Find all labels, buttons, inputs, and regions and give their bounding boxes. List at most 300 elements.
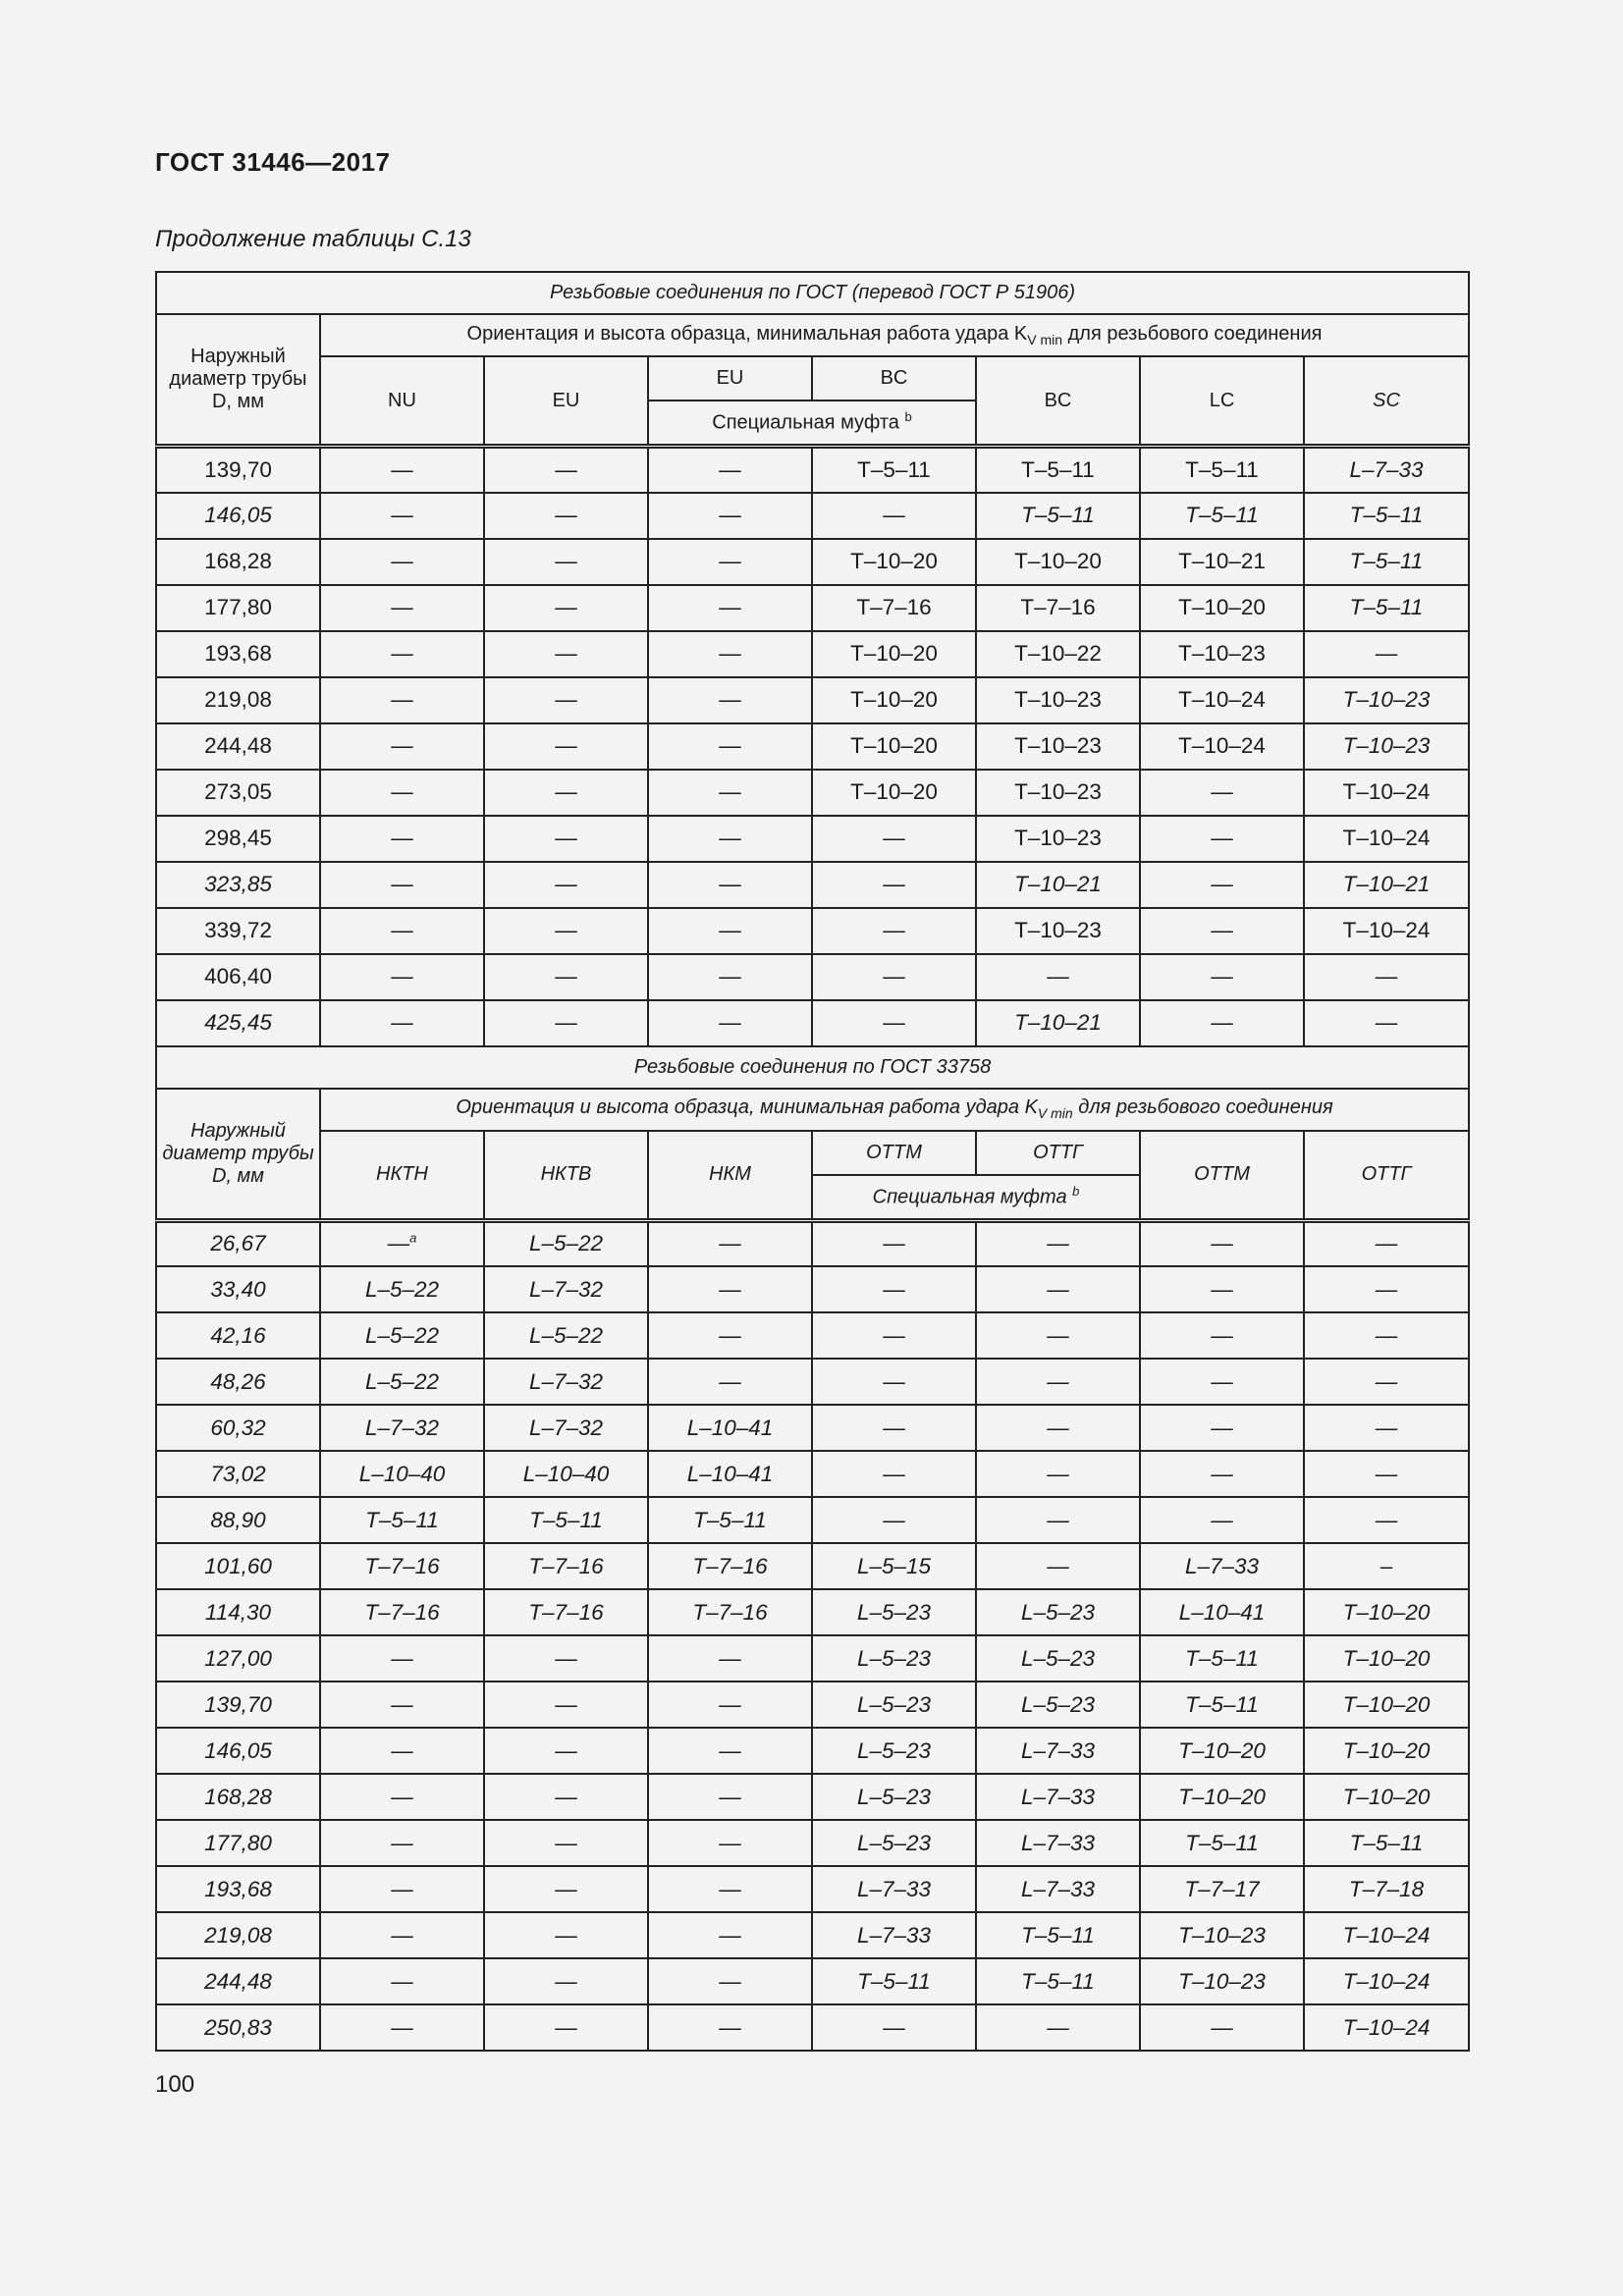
cell-text: 250,83 bbox=[204, 2014, 272, 2040]
value-cell bbox=[1140, 770, 1304, 816]
orientation-header-text: Ориентация и высота образца, минимальная работа удара K bbox=[456, 1096, 1038, 1119]
kv-subscript: V min bbox=[1027, 331, 1063, 347]
footnote-mark: b bbox=[1072, 1183, 1080, 1199]
table-row bbox=[156, 770, 1469, 816]
cell-text: T–10–20 bbox=[850, 779, 938, 805]
value-cell bbox=[976, 862, 1140, 908]
diameter-cell bbox=[156, 539, 320, 585]
cell-text: — bbox=[719, 779, 741, 805]
value-cell bbox=[1304, 1728, 1469, 1774]
value-cell bbox=[320, 1774, 484, 1820]
cell-text: — bbox=[719, 1876, 741, 1901]
value-cell bbox=[484, 1000, 648, 1046]
value-cell bbox=[1304, 1359, 1469, 1405]
cell-text: T–5–11 bbox=[1349, 1830, 1424, 1855]
value-cell bbox=[484, 493, 648, 539]
cell-text: — bbox=[883, 964, 905, 989]
cell-text: — bbox=[387, 1231, 410, 1256]
orientation-header-suffix: для резьбового соединения bbox=[1062, 322, 1323, 345]
cell-text: — bbox=[555, 918, 577, 943]
value-cell bbox=[812, 1635, 976, 1682]
cell-text: — bbox=[1211, 1322, 1233, 1348]
value-cell bbox=[320, 493, 484, 539]
cell-text: — bbox=[719, 1737, 741, 1763]
value-cell bbox=[648, 1220, 812, 1266]
cell-text: — bbox=[391, 2014, 413, 2040]
cell-text: — bbox=[1047, 1368, 1069, 1394]
cell-text: — bbox=[555, 687, 577, 713]
orientation-header-text: Ориентация и высота образца, минимальная работа удара K bbox=[466, 322, 1028, 345]
cell-text: — bbox=[1375, 1322, 1398, 1348]
cell-text: T–5–11 bbox=[1185, 503, 1259, 528]
value-cell bbox=[1304, 1405, 1469, 1451]
diameter-cell bbox=[156, 862, 320, 908]
cell-text: 339,72 bbox=[204, 918, 272, 943]
cell-text: 26,67 bbox=[210, 1231, 266, 1256]
cell-text: 406,40 bbox=[204, 964, 272, 989]
value-cell bbox=[648, 1728, 812, 1774]
table-row bbox=[156, 954, 1469, 1000]
cell-text: — bbox=[719, 872, 741, 897]
cell-text: 219,08 bbox=[204, 687, 272, 713]
value-cell bbox=[320, 1312, 484, 1359]
cell-text: 146,05 bbox=[204, 503, 272, 528]
value-cell bbox=[1304, 1958, 1469, 2004]
value-cell bbox=[812, 1912, 976, 1958]
cell-text: — bbox=[883, 1507, 905, 1532]
cell-text: — bbox=[883, 1415, 905, 1440]
value-cell bbox=[812, 1220, 976, 1266]
diameter-cell bbox=[156, 770, 320, 816]
value-cell bbox=[1140, 1682, 1304, 1728]
value-cell bbox=[484, 1266, 648, 1312]
cell-text: L–7–33 bbox=[856, 1922, 932, 1948]
cell-text: T–10–20 bbox=[1014, 549, 1102, 574]
value-cell bbox=[812, 1543, 976, 1589]
value-cell bbox=[1140, 908, 1304, 954]
cell-text: — bbox=[391, 964, 413, 989]
value-cell bbox=[1140, 1820, 1304, 1866]
diameter-cell bbox=[156, 1958, 320, 2004]
column-header: NU bbox=[320, 356, 484, 447]
cell-text: — bbox=[883, 918, 905, 943]
cell-text: T–10–24 bbox=[1342, 1968, 1431, 1994]
cell-text: — bbox=[555, 1010, 577, 1036]
value-cell bbox=[648, 1000, 812, 1046]
value-cell bbox=[1304, 493, 1469, 539]
value-cell bbox=[1304, 723, 1469, 770]
cell-text: — bbox=[1047, 1553, 1069, 1578]
value-cell bbox=[976, 1866, 1140, 1912]
value-cell bbox=[320, 723, 484, 770]
diameter-cell bbox=[156, 1635, 320, 1682]
table-row bbox=[156, 1774, 1469, 1820]
value-cell bbox=[1140, 1635, 1304, 1682]
table-row bbox=[156, 493, 1469, 539]
cell-text: — bbox=[1375, 1010, 1398, 1036]
cell-text: L–5–22 bbox=[364, 1322, 440, 1348]
cell-text: T–10–24 bbox=[1342, 2014, 1431, 2040]
cell-text: — bbox=[1211, 1231, 1233, 1256]
column-header: BC bbox=[976, 356, 1140, 447]
value-cell bbox=[484, 954, 648, 1000]
cell-text: — bbox=[1375, 1276, 1398, 1302]
diameter-cell bbox=[156, 677, 320, 723]
cell-text: L–5–23 bbox=[856, 1830, 932, 1855]
diameter-cell bbox=[156, 723, 320, 770]
value-cell bbox=[812, 1359, 976, 1405]
value-cell bbox=[320, 1220, 484, 1266]
cell-text: — bbox=[1211, 1461, 1233, 1486]
cell-text: — bbox=[555, 456, 577, 482]
cell-text: T–5–11 bbox=[1349, 503, 1424, 528]
value-cell bbox=[976, 1497, 1140, 1543]
value-cell bbox=[1304, 677, 1469, 723]
value-cell bbox=[976, 1589, 1140, 1635]
cell-text: T–10–22 bbox=[1014, 641, 1102, 667]
cell-text: — bbox=[883, 826, 905, 851]
value-cell bbox=[320, 1497, 484, 1543]
diameter-header-text: Наружный диаметр трубы D, мм bbox=[162, 1119, 314, 1187]
cell-text: — bbox=[391, 1737, 413, 1763]
cell-text: T–5–11 bbox=[1185, 1645, 1259, 1671]
cell-text: T–7–16 bbox=[364, 1599, 440, 1625]
value-cell bbox=[320, 2004, 484, 2051]
table-row bbox=[156, 862, 1469, 908]
value-cell bbox=[1304, 1451, 1469, 1497]
cell-text: T–10–21 bbox=[1178, 549, 1266, 574]
value-cell bbox=[812, 1820, 976, 1866]
cell-text: T–10–20 bbox=[850, 687, 938, 713]
value-cell bbox=[812, 585, 976, 631]
table-row bbox=[156, 1635, 1469, 1682]
value-cell bbox=[1140, 1497, 1304, 1543]
diameter-cell bbox=[156, 1820, 320, 1866]
table-row bbox=[156, 816, 1469, 862]
cell-text: — bbox=[719, 1231, 741, 1256]
value-cell bbox=[976, 1266, 1140, 1312]
value-cell bbox=[484, 723, 648, 770]
value-cell bbox=[812, 1497, 976, 1543]
value-cell bbox=[648, 677, 812, 723]
value-cell bbox=[1304, 2004, 1469, 2051]
cell-text: — bbox=[1211, 826, 1233, 851]
value-cell bbox=[1140, 585, 1304, 631]
diameter-cell bbox=[156, 585, 320, 631]
cell-text: — bbox=[391, 641, 413, 667]
table-row bbox=[156, 1589, 1469, 1635]
value-cell bbox=[976, 723, 1140, 770]
value-cell bbox=[976, 1543, 1140, 1589]
value-cell bbox=[320, 1682, 484, 1728]
cell-text: — bbox=[1211, 1415, 1233, 1440]
table-row bbox=[156, 539, 1469, 585]
cell-text: — bbox=[555, 595, 577, 620]
value-cell bbox=[320, 816, 484, 862]
cell-text: — bbox=[391, 549, 413, 574]
value-cell bbox=[976, 816, 1140, 862]
value-cell bbox=[812, 1312, 976, 1359]
cell-text: 244,48 bbox=[204, 1968, 272, 1994]
diameter-cell bbox=[156, 1728, 320, 1774]
value-cell bbox=[648, 493, 812, 539]
cell-text: T–10–21 bbox=[1014, 1010, 1102, 1036]
value-cell bbox=[1304, 770, 1469, 816]
cell-text: T–5–11 bbox=[365, 1507, 439, 1532]
value-cell bbox=[648, 2004, 812, 2051]
cell-text: — bbox=[719, 1968, 741, 1994]
diameter-cell bbox=[156, 1451, 320, 1497]
cell-text: T–10–20 bbox=[1342, 1645, 1431, 1671]
cell-text: — bbox=[719, 2014, 741, 2040]
cell-text: — bbox=[391, 1784, 413, 1809]
cell-text: L–5–22 bbox=[528, 1322, 604, 1348]
cell-text: 168,28 bbox=[204, 549, 272, 574]
value-cell bbox=[812, 723, 976, 770]
cell-text: T–10–23 bbox=[1014, 687, 1102, 713]
cell-text: T–10–20 bbox=[850, 549, 938, 574]
cell-text: L–7–33 bbox=[1020, 1876, 1096, 1901]
cell-text: — bbox=[555, 549, 577, 574]
value-cell bbox=[976, 1635, 1140, 1682]
cell-text: T–7–16 bbox=[528, 1599, 604, 1625]
cell-text: — bbox=[719, 1830, 741, 1855]
impact-energy-table bbox=[155, 271, 1470, 2052]
cell-text: L–7–33 bbox=[1184, 1553, 1260, 1578]
value-cell bbox=[484, 1682, 648, 1728]
value-cell bbox=[812, 1728, 976, 1774]
value-cell bbox=[1140, 1359, 1304, 1405]
value-cell bbox=[1304, 1774, 1469, 1820]
cell-text: — bbox=[391, 779, 413, 805]
cell-text: L–10–40 bbox=[522, 1461, 610, 1486]
value-cell bbox=[320, 1820, 484, 1866]
cell-text: — bbox=[1211, 918, 1233, 943]
cell-text: L–7–32 bbox=[528, 1276, 604, 1302]
cell-text: — bbox=[1047, 1322, 1069, 1348]
cell-text: — bbox=[1047, 1461, 1069, 1486]
cell-text: — bbox=[1211, 2014, 1233, 2040]
cell-text: — bbox=[555, 779, 577, 805]
cell-text: T–5–11 bbox=[857, 456, 931, 482]
cell-text: — bbox=[1211, 1507, 1233, 1532]
cell-text: — bbox=[1047, 964, 1069, 989]
cell-text: — bbox=[555, 872, 577, 897]
cell-text: – bbox=[1380, 1553, 1393, 1578]
diameter-cell bbox=[156, 447, 320, 493]
cell-text: — bbox=[719, 1322, 741, 1348]
value-cell bbox=[976, 539, 1140, 585]
diameter-cell bbox=[156, 1543, 320, 1589]
cell-text: T–10–24 bbox=[1342, 1922, 1431, 1948]
cell-text: T–5–11 bbox=[1185, 1830, 1259, 1855]
cell-text: T–10–20 bbox=[1342, 1737, 1431, 1763]
cell-text: — bbox=[719, 1784, 741, 1809]
cell-text: T–10–24 bbox=[1342, 779, 1431, 805]
value-cell bbox=[320, 1543, 484, 1589]
cell-text: — bbox=[1047, 1276, 1069, 1302]
cell-text: 244,48 bbox=[204, 733, 272, 759]
value-cell bbox=[976, 1312, 1140, 1359]
value-cell bbox=[812, 954, 976, 1000]
value-cell bbox=[1304, 1497, 1469, 1543]
table-row bbox=[156, 1359, 1469, 1405]
value-cell bbox=[320, 585, 484, 631]
value-cell bbox=[484, 1497, 648, 1543]
cell-text: T–10–23 bbox=[1178, 1922, 1266, 1948]
cell-text: T–7–16 bbox=[856, 595, 932, 620]
cell-text: — bbox=[719, 733, 741, 759]
cell-text: — bbox=[391, 1968, 413, 1994]
cell-text: T–10–24 bbox=[1178, 733, 1266, 759]
value-cell bbox=[320, 908, 484, 954]
cell-text: — bbox=[555, 1968, 577, 1994]
cell-text: — bbox=[1375, 1231, 1398, 1256]
value-cell bbox=[1304, 1000, 1469, 1046]
diameter-cell bbox=[156, 1774, 320, 1820]
cell-text: 139,70 bbox=[204, 1691, 272, 1717]
value-cell bbox=[976, 1774, 1140, 1820]
column-header: LC bbox=[1140, 356, 1304, 447]
value-cell bbox=[648, 862, 812, 908]
value-cell bbox=[812, 1774, 976, 1820]
value-cell bbox=[812, 1958, 976, 2004]
cell-text: — bbox=[883, 1461, 905, 1486]
value-cell bbox=[812, 770, 976, 816]
cell-text: — bbox=[1211, 1010, 1233, 1036]
cell-text: L–5–23 bbox=[1020, 1645, 1096, 1671]
cell-text: T–10–24 bbox=[1342, 918, 1431, 943]
cell-text: 88,90 bbox=[210, 1507, 266, 1532]
value-cell bbox=[484, 1774, 648, 1820]
cell-text: — bbox=[883, 872, 905, 897]
value-cell bbox=[648, 954, 812, 1000]
cell-text: — bbox=[555, 1784, 577, 1809]
table-row bbox=[156, 1958, 1469, 2004]
diameter-cell bbox=[156, 493, 320, 539]
cell-text: L–10–41 bbox=[1178, 1599, 1266, 1625]
cell-text: — bbox=[719, 503, 741, 528]
value-cell bbox=[976, 1912, 1140, 1958]
diameter-cell bbox=[156, 1359, 320, 1405]
value-cell bbox=[320, 1451, 484, 1497]
cell-text: 298,45 bbox=[204, 826, 272, 851]
value-cell bbox=[484, 1635, 648, 1682]
table-row bbox=[156, 677, 1469, 723]
cell-text: T–10–20 bbox=[1178, 1737, 1266, 1763]
value-cell bbox=[812, 447, 976, 493]
cell-text: T–7–17 bbox=[1184, 1876, 1260, 1901]
cell-text: — bbox=[719, 1010, 741, 1036]
cell-text: T–7–16 bbox=[692, 1553, 768, 1578]
value-cell bbox=[812, 1451, 976, 1497]
table-row bbox=[156, 908, 1469, 954]
value-cell bbox=[1304, 1543, 1469, 1589]
value-cell bbox=[1140, 1589, 1304, 1635]
value-cell bbox=[484, 1728, 648, 1774]
cell-text: — bbox=[719, 687, 741, 713]
value-cell bbox=[648, 1774, 812, 1820]
cell-text: — bbox=[883, 1276, 905, 1302]
orientation-header bbox=[320, 314, 1469, 356]
column-header: EU bbox=[484, 356, 648, 447]
cell-text: — bbox=[1047, 1415, 1069, 1440]
value-cell bbox=[1140, 1451, 1304, 1497]
cell-text: — bbox=[391, 1922, 413, 1948]
diameter-cell bbox=[156, 1405, 320, 1451]
cell-text: L–5–22 bbox=[364, 1368, 440, 1394]
cell-text: T–7–16 bbox=[364, 1553, 440, 1578]
value-cell bbox=[320, 1000, 484, 1046]
cell-text: 273,05 bbox=[204, 779, 272, 805]
table-row bbox=[156, 1682, 1469, 1728]
value-cell bbox=[484, 1359, 648, 1405]
value-cell bbox=[1304, 954, 1469, 1000]
table-row bbox=[156, 1543, 1469, 1589]
diameter-cell bbox=[156, 1497, 320, 1543]
value-cell bbox=[648, 447, 812, 493]
diameter-cell bbox=[156, 1589, 320, 1635]
value-cell bbox=[484, 1312, 648, 1359]
cell-text: — bbox=[555, 503, 577, 528]
cell-text: L–5–23 bbox=[856, 1645, 932, 1671]
diameter-cell bbox=[156, 816, 320, 862]
value-cell bbox=[1140, 1220, 1304, 1266]
diameter-cell bbox=[156, 908, 320, 954]
cell-text: — bbox=[883, 1322, 905, 1348]
value-cell bbox=[1304, 1589, 1469, 1635]
special-coupling-header bbox=[812, 1175, 1140, 1221]
value-cell bbox=[812, 816, 976, 862]
cell-text: — bbox=[391, 595, 413, 620]
value-cell bbox=[976, 1000, 1140, 1046]
cell-text: 193,68 bbox=[204, 641, 272, 667]
value-cell bbox=[1140, 1405, 1304, 1451]
special-coupling-header bbox=[648, 400, 976, 447]
cell-text: — bbox=[391, 872, 413, 897]
cell-text: — bbox=[719, 1368, 741, 1394]
cell-text: 42,16 bbox=[210, 1322, 266, 1348]
cell-text: T–5–11 bbox=[1185, 1691, 1259, 1717]
value-cell bbox=[1304, 1312, 1469, 1359]
value-cell bbox=[812, 631, 976, 677]
value-cell bbox=[484, 1543, 648, 1589]
cell-text: T–10–20 bbox=[1342, 1691, 1431, 1717]
cell-text: — bbox=[719, 641, 741, 667]
diameter-cell bbox=[156, 1682, 320, 1728]
cell-text: T–10–20 bbox=[850, 641, 938, 667]
document-code: ГОСТ 31446—2017 bbox=[155, 147, 391, 177]
cell-text: — bbox=[555, 1876, 577, 1901]
cell-text: T–10–24 bbox=[1342, 826, 1431, 851]
value-cell bbox=[812, 2004, 976, 2051]
cell-text: L–7–33 bbox=[1349, 456, 1424, 482]
value-cell bbox=[648, 1451, 812, 1497]
value-cell bbox=[1140, 539, 1304, 585]
cell-text: T–10–24 bbox=[1178, 687, 1266, 713]
cell-text: 114,30 bbox=[204, 1599, 272, 1625]
cell-text: L–5–23 bbox=[1020, 1691, 1096, 1717]
value-cell bbox=[648, 816, 812, 862]
diameter-cell bbox=[156, 1000, 320, 1046]
section1-column-header-row bbox=[156, 356, 1469, 400]
cell-text: 101,60 bbox=[204, 1553, 272, 1578]
cell-text: T–10–20 bbox=[850, 733, 938, 759]
cell-text: T–10–20 bbox=[1342, 1784, 1431, 1809]
value-cell bbox=[1304, 539, 1469, 585]
table-row bbox=[156, 447, 1469, 493]
value-cell bbox=[812, 1000, 976, 1046]
